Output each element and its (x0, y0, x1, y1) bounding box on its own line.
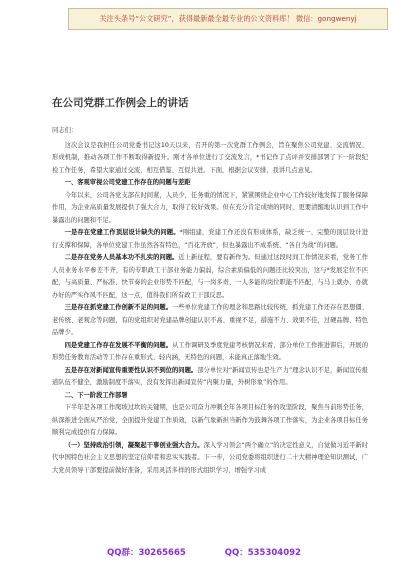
issue-1-lead: 一是存在党建工作顶层设计缺失的问题。 (64, 229, 180, 236)
issue-3-text: 一些单位党建工作的理念和思路比较传统，抓党建工作还存在思想僵、老传统、老观念等问题，有的党组织对党建品牌创建认识不高、重视不足，措施不力、效果不佳，过硬品牌、特色品牌少。 (52, 304, 369, 336)
document-body (52, 122, 368, 477)
footer-qq: QQ：535304092 (224, 548, 301, 558)
issue-1-text: *刚组建，党建工作还没有形成体系，缺乏统一、完整的顶层设计进行支撑和保障，各单位党建工作虽然各有特色，“百花齐放”，但也暴露出不成系统、“各自为战”的问题。 (52, 229, 369, 249)
issue-paragraph-1 (52, 227, 368, 252)
issue-4-text: 从工作调研及季度党建考核情况来看，部分单位工作推进滞后，开展的形势任务教育活动等工作存在重形式、轻内涵，无特色的问题，未能真正落地生效。 (52, 341, 369, 361)
section-1-heading: 一、客观审视公司党建工作存在的问题与差距 (64, 179, 191, 186)
greeting: 同志们： (52, 127, 78, 134)
issue-paragraph-2 (52, 252, 368, 302)
issue-4-lead: 四是党建工作存在发展不平衡的问题。 (64, 341, 173, 349)
footer-contact (0, 546, 408, 560)
issue-2-lead: 二是存在党务人员基本功不扎实的问题。 (64, 254, 179, 261)
issue-paragraph-3 (52, 302, 368, 340)
plan-1-text: 深入学习领会“两个确立”的决定性意义，自觉做习近平新时代中国特色社会主义思想的坚定信仰者和忠实实践者。下一步，公司党委将组织进行二十大精神理论知识测试，广大党员领导干部要提前做好准备，采用灵活多样的形式组织学习，增强学习成 (52, 441, 369, 474)
footer-qq-group: QQ群：30265665 (107, 548, 186, 558)
issue-paragraph-5 (52, 365, 368, 390)
section-2-heading: 二、下一阶段工作部署 (64, 391, 128, 399)
plan-1-lead: （一）坚持政治引领，凝聚起干事创业强大合力。 (64, 441, 204, 449)
intro-paragraph: 这次会议是我担任公司党委书记这10天以来，召开的第一次党群工作例会，旨在聚焦公司党建、交流情况、形成机制，推动各项工作不断取得新提升。刚才各单位进行了交流发言，*书记作了点评并安排部署了下一阶段纪检工作任务，希望大家通过交流，相互借鉴、互促共进。下面，根据会议安排，我讲几点意见。 (52, 141, 368, 174)
issue-paragraph-4 (52, 340, 368, 365)
banner-text: 关注头条号“公文研究”，获得最新最全最专业的公文资料库！ 微信：gongwenyj (99, 14, 357, 23)
header-banner (68, 8, 388, 30)
issue-2-text: 近上新征程，要有新作为。但通过这段时间工作情况来看，党务工作人员业务水平参差不齐，有的专职政工干部业务能力偏弱，综合素质偏低的问题还比较突出，这与*发展定位不匹配，与高质量、严标准、快节奏的企业形势不匹配，与一岗多责、一人多能的岗位职能不匹配，与马上就办、办就办好的严实作风不匹配，这一点，值得我们所有政工干部反思。 (52, 254, 369, 299)
section-1-paragraph: 今年以来，公司各党支部在时间紧，人员少，任务重的情况下，紧紧围绕企业中心工作较好地发挥了服务保障作用，为企业高质量发展提供了强大合力，取得了较好效果。但在充分肯定成绩的同时，更要清醒地认识到工作中暴露出的问题和不足。 (52, 191, 368, 224)
document-title: 在公司党群工作例会上的讲话 (52, 97, 189, 109)
plan-paragraph-1 (52, 440, 368, 478)
issue-3-lead: 三是存在抓党建工作创新不足的问题。 (64, 304, 173, 311)
section-2-paragraph: 下半年是各项工作爬坡过坎的关键期，也是公司奋力冲刺全年各项目标任务的攻坚阶段，聚焦当前形势任务，纵深推进全面从严治党，全面提升党建工作质效，以新气象新担当新作为鼓舞各项工作落实，为企业各项目标任务顺利完成提供有力保障。 (52, 404, 368, 436)
issue-5-lead: 五是存在对新闻宣传重要性认识不到位的问题。 (64, 366, 198, 374)
issue-5-text: 部分单位对“新闻宣传也是生产力”理念认识不足，新闻宣传报道队伍不健全，激励制度不落实，没有发挥出新闻宣传“内聚力量，外树形象”的作用。 (52, 366, 368, 386)
